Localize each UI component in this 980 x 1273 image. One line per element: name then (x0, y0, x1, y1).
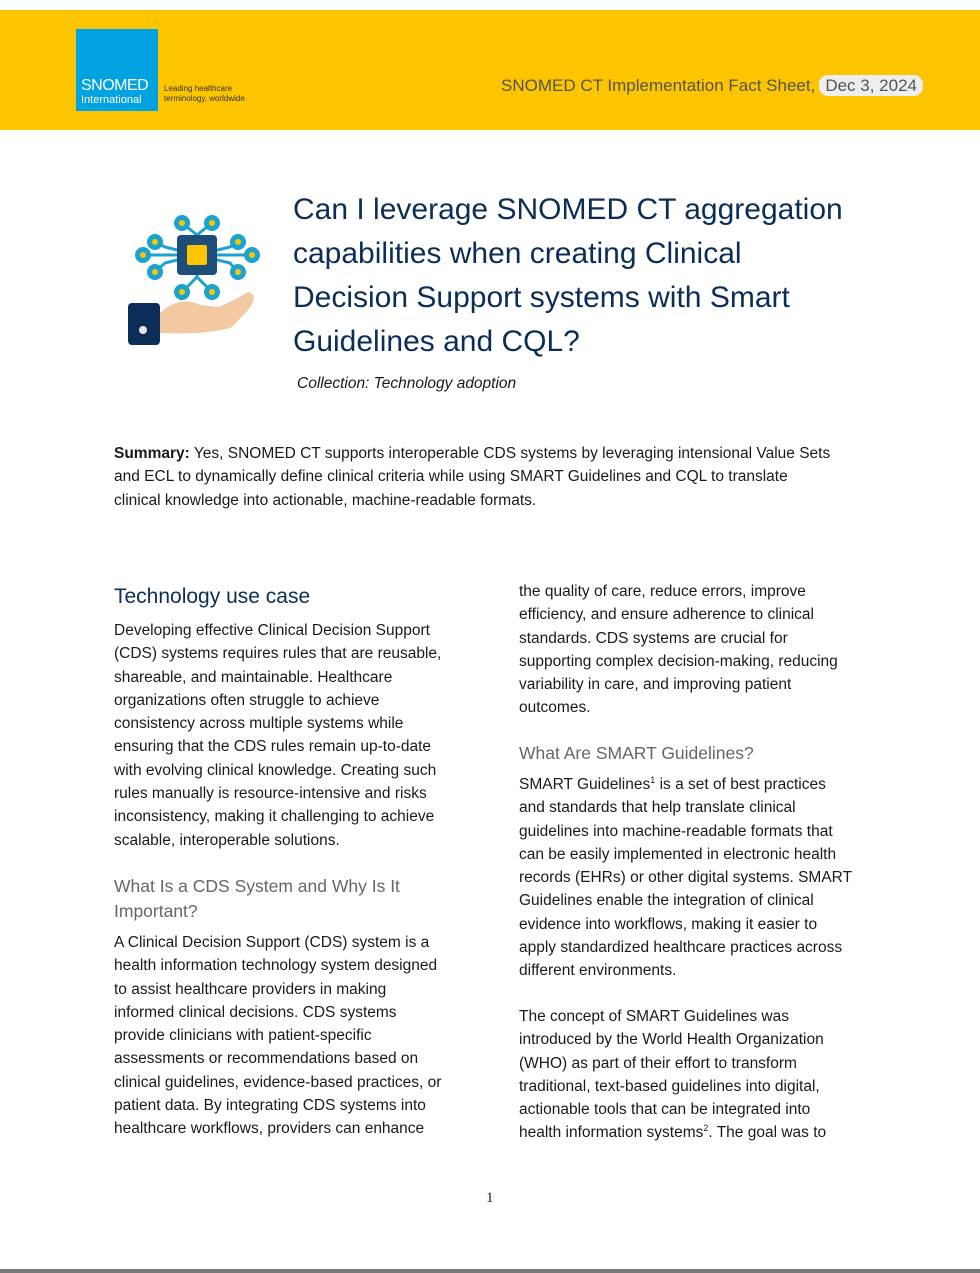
text-line: Guidelines and CQL? (293, 325, 580, 358)
text-line: Developing effective Clinical Decision Support (114, 622, 430, 639)
text-line: (CDS) systems requires rules that are reusable, (114, 645, 442, 663)
subheading-smart-guidelines: What Are SMART Guidelines? (519, 743, 754, 763)
text-line: clinical guidelines, evidence-based practices, or (114, 1073, 442, 1091)
subheading-cds-system (114, 874, 400, 924)
text-line: guidelines into machine-readable formats that (519, 822, 833, 840)
summary-line: clinical knowledge into actionable, machine-readable formats. (114, 491, 537, 509)
summary (114, 442, 830, 512)
text-line: variability in care, and improving patient (519, 676, 792, 694)
text-line: health information technology system designed (114, 957, 438, 975)
fact-sheet-title: SNOMED CT Implementation Fact Sheet, (501, 76, 816, 95)
text-line: can be easily implemented in electronic health (519, 845, 837, 863)
text-line: rules manually is resource-intensive and risks (114, 785, 427, 803)
page-title (293, 188, 843, 364)
text: . The goal was to (708, 1124, 827, 1142)
text-line: and standards that help translate clinical (519, 799, 796, 817)
text-line: ensuring that the CDS rules remain up-to-date (114, 738, 432, 756)
logo-tagline (164, 84, 245, 104)
text-line: inconsistency, making it challenging to achieve (114, 808, 435, 826)
text: SMART Guidelines (519, 776, 651, 793)
text-line: introduced by the World Health Organization (519, 1031, 824, 1049)
snomed-logo (76, 29, 158, 111)
paragraph-lines (519, 796, 852, 982)
hand-holding-chip-icon (120, 195, 265, 350)
footnote-ref-2[interactable]: 2 (703, 1123, 709, 1134)
text-line: shareable, and maintainable. Healthcare (114, 668, 393, 686)
header-title (501, 76, 923, 96)
text-line: What Is a CDS System and Why Is It (114, 876, 400, 896)
text: is a set of best practices (655, 776, 826, 793)
text-line: different environments. (519, 962, 677, 980)
paragraph-cds-definition (114, 931, 441, 1141)
text-line: provide clinicians with patient-specific (114, 1027, 372, 1045)
text-line: A Clinical Decision Support (CDS) system is a (114, 934, 430, 951)
text-line: supporting complex decision-making, reducing (519, 652, 838, 670)
text-line: evidence into workflows, making it easier to (519, 915, 818, 933)
text-line: actionable tools that can be integrated into (519, 1101, 811, 1119)
text-line: records (EHRs) or other digital systems. SMART (519, 869, 853, 887)
paragraph-lines (519, 1005, 826, 1121)
text-line: informed clinical decisions. CDS systems (114, 1003, 397, 1021)
text-line: the quality of care, reduce errors, improve (519, 583, 806, 600)
text-line: traditional, text-based guidelines into digital, (519, 1077, 820, 1095)
text-line: Can I leverage SNOMED CT aggregation (293, 193, 843, 226)
text-line: organizations often struggle to achieve (114, 691, 380, 709)
text-line: standards. CDS systems are crucial for (519, 629, 788, 647)
paragraph-cds-continued (519, 580, 838, 720)
text-line: efficiency, and ensure adherence to clinical (519, 606, 814, 624)
summary-line: and ECL to dynamically define clinical criteria while using SMART Guidelines and CQL to translate (114, 468, 788, 486)
text-line: assessments or recommendations based on (114, 1050, 419, 1068)
logo-name: SNOMED (81, 77, 149, 94)
footnote-ref-1[interactable]: 1 (650, 774, 656, 785)
date-chip: Dec 3, 2024 (819, 75, 923, 96)
paragraph-smart-guidelines (519, 773, 852, 983)
text-line: with evolving clinical knowledge. Creating such (114, 761, 437, 779)
collection-label: Collection: Technology adoption (297, 375, 517, 392)
text-line: outcomes. (519, 699, 591, 717)
page-number: 1 (486, 1190, 494, 1206)
page-edge (0, 1269, 980, 1273)
text-line: Decision Support systems with Smart (293, 281, 790, 314)
logo-sub: International (81, 94, 142, 106)
paragraph-use-case (114, 619, 441, 852)
tagline-1: Leading healthcare (164, 84, 233, 93)
text-line: Important? (114, 901, 198, 921)
text-line: The concept of SMART Guidelines was (519, 1008, 789, 1025)
text-line: to assist healthcare providers in making (114, 980, 387, 998)
paragraph-smart-history (519, 1005, 826, 1145)
header-banner (0, 10, 980, 130)
text-line: scalable, interoperable solutions. (114, 831, 340, 849)
text-line: healthcare workflows, providers can enhance (114, 1120, 425, 1138)
summary-line: Yes, SNOMED CT supports interoperable CDS systems by leveraging intensional Value Sets (189, 445, 831, 462)
text-line: Guidelines enable the integration of clinical (519, 892, 814, 910)
section-heading-technology-use-case: Technology use case (114, 585, 311, 608)
text-line: apply standardized healthcare practices across (519, 939, 843, 957)
summary-label: Summary: (114, 445, 190, 462)
text-line: (WHO) as part of their effort to transform (519, 1054, 797, 1072)
text: health information systems (519, 1124, 704, 1142)
text-line: capabilities when creating Clinical (293, 237, 742, 270)
tagline-2: terminology, worldwide (164, 94, 245, 103)
text-line: consistency across multiple systems while (114, 715, 404, 733)
text-line: patient data. By integrating CDS systems into (114, 1097, 426, 1115)
